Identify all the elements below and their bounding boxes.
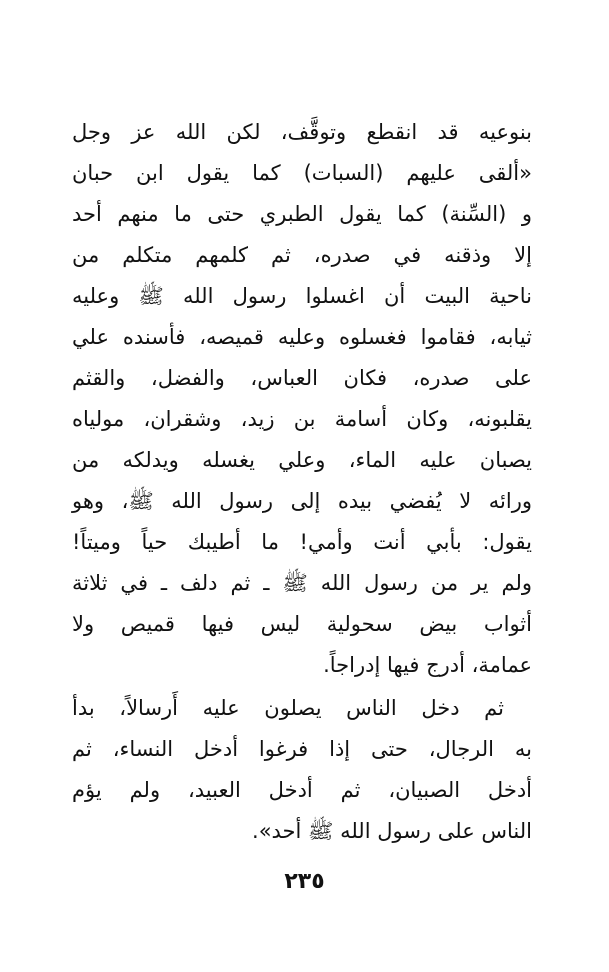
text-line: عمامة، أدرج فيها إدراجاً. <box>323 653 532 677</box>
text-line: ثيابه، فقاموا فغسلوه وعليه قميصه، فأسنده علي <box>72 325 532 349</box>
text-line: به الرجال، حتى إذا فرغوا أدخل النساء، ثم <box>72 737 532 761</box>
text-line: يقول: بأبي أنت وأمي! ما أطيبك حياً وميتاً! <box>72 530 532 554</box>
paragraph-1 <box>72 112 532 686</box>
text-line: يصبان عليه الماء، وعلي يغسله ويدلكه من <box>72 448 532 472</box>
page-number: ٢٣٥ <box>284 869 325 894</box>
text-line: أثواب بيض سحولية ليس فيها قميص ولا <box>72 612 532 636</box>
text-line: الناس على رسول الله ﷺ أحد». <box>252 819 532 843</box>
text-line: «ألقى عليهم (السبات) كما يقول ابن حبان <box>72 161 532 185</box>
text-line: ورائه لا يُفضي بيده إلى رسول الله ﷺ، وهو <box>72 489 532 513</box>
text-line: على صدره، فكان العباس، والفضل، والقثم <box>72 366 532 390</box>
text-line: و (السِّنة) كما يقول الطبري حتى ما منهم أحد <box>72 202 532 226</box>
text-line: إلا وذقنه في صدره، ثم كلمهم متكلم من <box>72 243 532 267</box>
paragraph-2 <box>72 688 532 852</box>
text-line: أدخل الصبيان، ثم أدخل العبيد، ولم يؤم <box>72 778 532 802</box>
text-line: بنوعيه قد انقطع وتوقَّف، لكن الله عز وجل <box>72 120 532 144</box>
text-line: ولم ير من رسول الله ﷺ ـ ثم دلف ـ في ثلاثة <box>72 571 532 595</box>
text-line: ثم دخل الناس يصلون عليه أَرسالاً، بدأ <box>72 696 504 720</box>
text-line: يقلبونه، وكان أسامة بن زيد، وشقران، مولياه <box>72 407 532 431</box>
text-line: ناحية البيت أن اغسلوا رسول الله ﷺ وعليه <box>72 284 532 308</box>
